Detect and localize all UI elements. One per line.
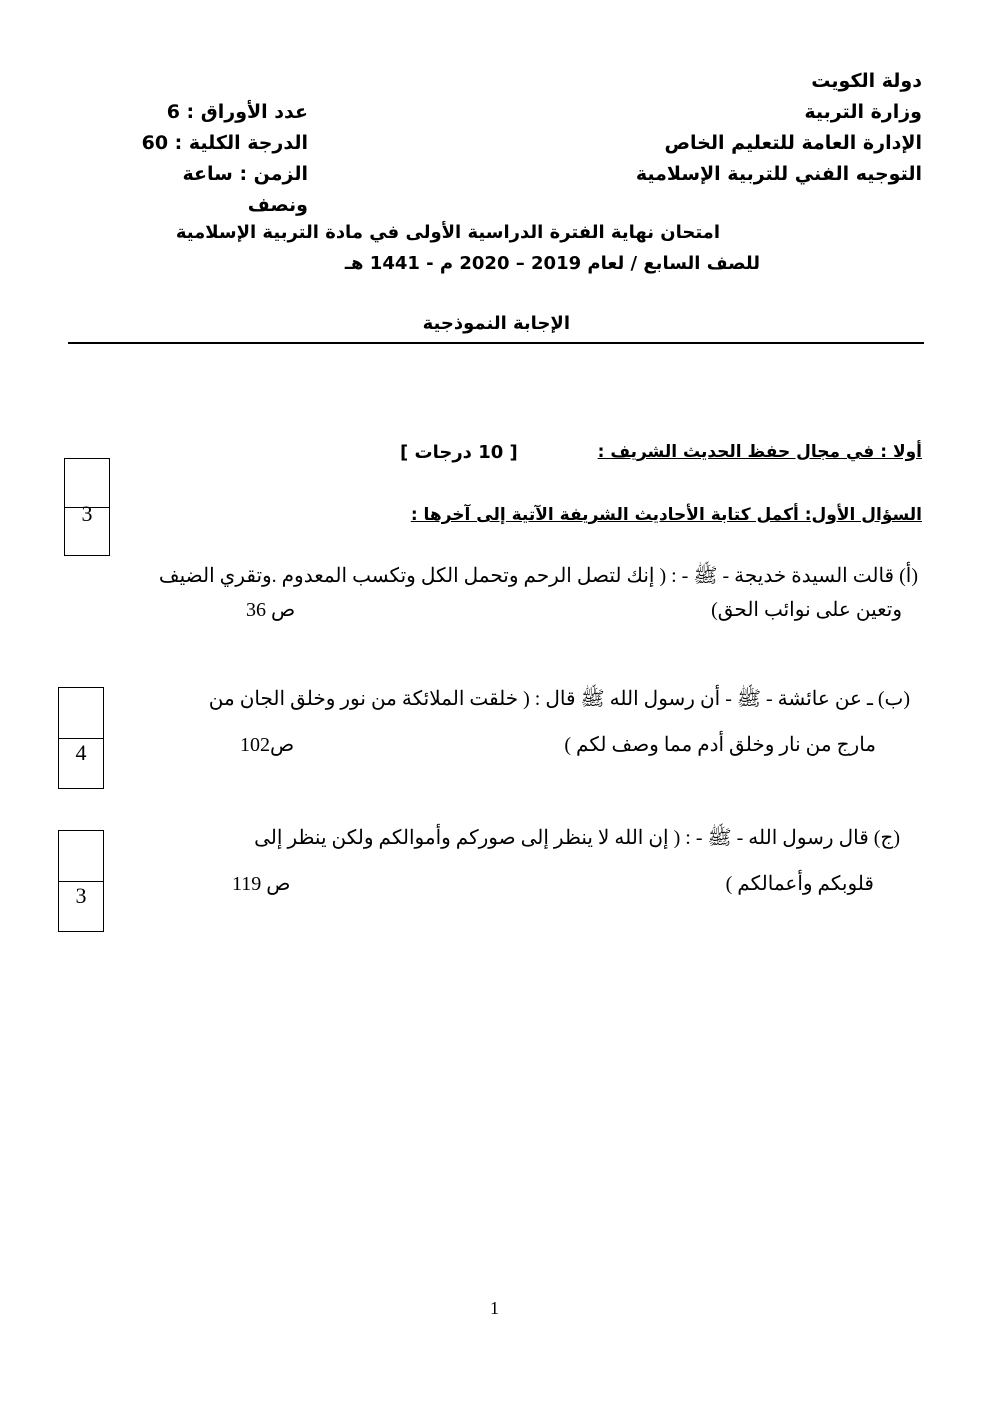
header-ministry-block [636, 66, 922, 190]
question-heading: السؤال الأول: أكمل كتابة الأحاديث الشريفة الآتية إلى آخرها : [410, 505, 922, 525]
score-box-b [58, 687, 104, 789]
score-box-c [58, 830, 104, 932]
header-exam-info [118, 97, 308, 221]
sheets-count: عدد الأوراق : 6 [166, 101, 308, 123]
answer-key-title: الإجابة النموذجية [422, 313, 570, 334]
exam-title-line1: امتحان نهاية الفترة الدراسية الأولى في مادة التربية الإسلامية [175, 222, 720, 243]
section-heading: أولا : في مجال حفظ الحديث الشريف : [597, 442, 922, 462]
hadith-b-line2: مارج من نار وخلق أدم مما وصف لكم ) [564, 734, 876, 756]
hadith-b-line1: (ب) ـ عن عائشة - ﷺ - أن رسول الله ﷺ قال : ( خلقت الملائكة من نور وخلق الجان من [208, 688, 910, 710]
hadith-c-ref: ص 119 [232, 873, 291, 895]
title-divider [68, 342, 924, 344]
section-marks: [ 10 درجات ] [400, 442, 518, 463]
hadith-a-line1: (أ) قالت السيدة خديجة - ﷺ - : ( إنك لتصل الرحم وتحمل الكل وتكسب المعدوم .وتقري الضيف [158, 565, 918, 587]
score-value: 4 [75, 740, 87, 765]
ministry-name: وزارة التربية [804, 101, 922, 123]
hadith-a-ref: ص 36 [246, 599, 296, 621]
hadith-a-line2: وتعين على نوائب الحق) [711, 599, 902, 621]
exam-time: الزمن : ساعة ونصف [182, 163, 308, 216]
total-grade: الدرجة الكلية : 60 [141, 132, 308, 154]
exam-title-line2: للصف السابع / لعام 2019 – 2020 م - 1441 هـ [344, 253, 760, 274]
page-number: 1 [490, 1298, 499, 1318]
hadith-b-ref: ص102 [240, 734, 295, 756]
department-name: الإدارة العامة للتعليم الخاص [664, 132, 922, 154]
supervision-name: التوجيه الفني للتربية الإسلامية [635, 163, 922, 185]
hadith-c-line1: (ج) قال رسول الله - ﷺ - : ( إن الله لا ينظر إلى صوركم وأموالكم ولكن ينظر إلى [254, 827, 900, 849]
score-value: 3 [75, 883, 87, 908]
hadith-c-line2: قلوبكم وأعمالكم ) [725, 873, 874, 895]
score-box-a [64, 458, 110, 556]
country-name: دولة الكويت [811, 70, 922, 92]
score-value: 3 [81, 501, 93, 527]
